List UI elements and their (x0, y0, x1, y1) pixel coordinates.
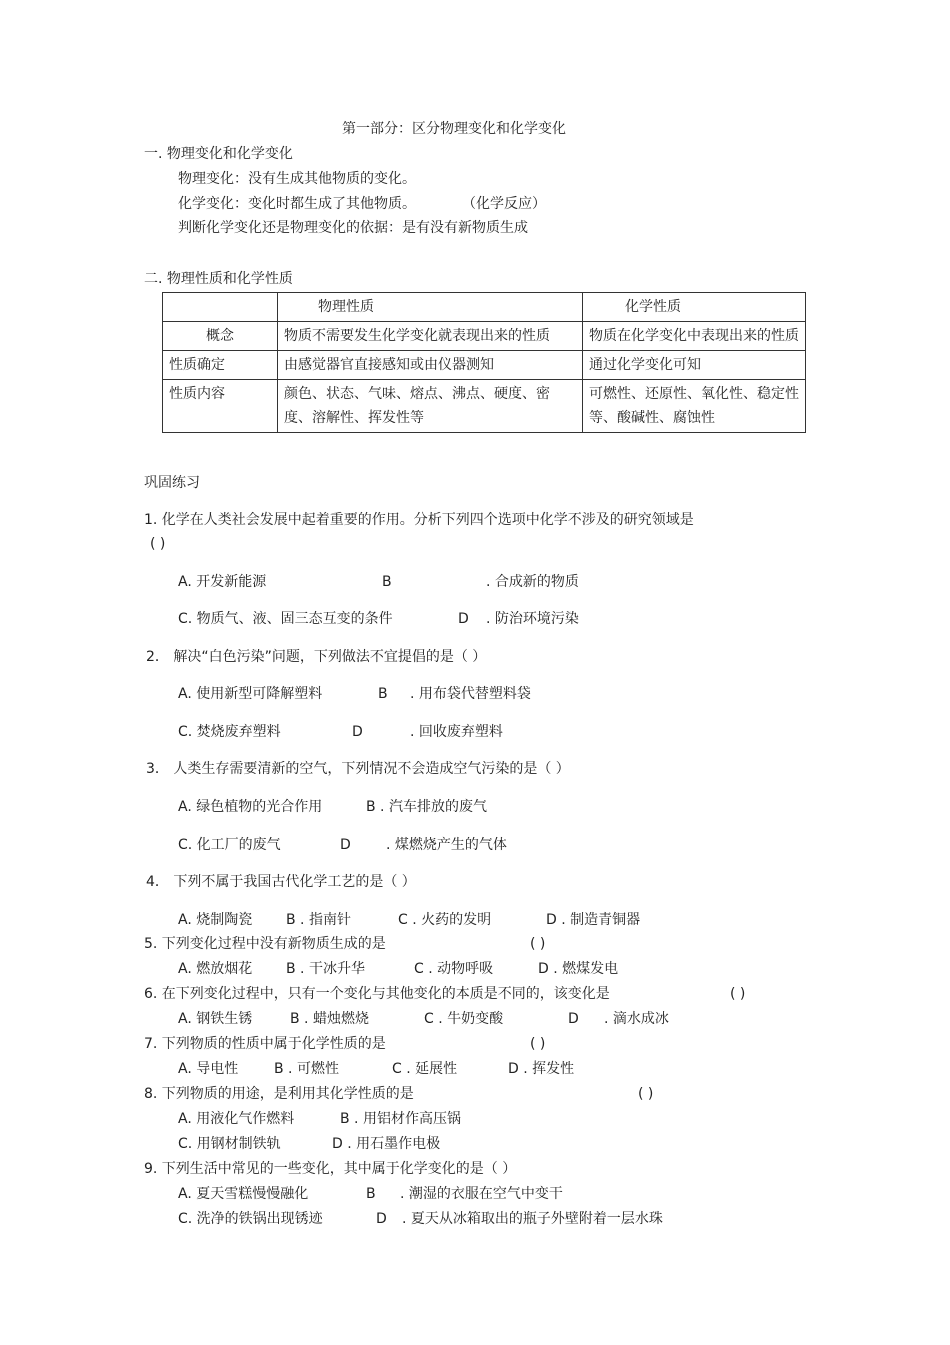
q1-option-c: C. 物质气、液、固三态互变的条件 (178, 611, 393, 627)
q1-option-b-letter: B (382, 574, 392, 590)
q5-option-d: D . 燃煤发电 (538, 961, 619, 977)
q5-option-c: C . 动物呼吸 (414, 961, 494, 977)
chemical-change-definition: 化学变化：变化时都生成了其他物质。 (178, 196, 416, 212)
q8-option-d: D . 用石墨作电极 (332, 1136, 441, 1152)
q9-option-b: . 潮湿的衣服在空气中变干 (400, 1186, 563, 1202)
question-8-answer-paren: ( ) (638, 1086, 654, 1102)
q4-option-d: D . 制造青铜器 (546, 912, 641, 928)
q2-option-b: . 用布袋代替塑料袋 (410, 686, 531, 702)
q3-option-a: A. 绿色植物的光合作用 (178, 799, 323, 815)
q2-option-c: C. 焚烧废弃塑料 (178, 724, 281, 740)
q7-option-d: D . 挥发性 (508, 1061, 575, 1077)
q2-option-d-letter: D (352, 724, 363, 740)
q1-option-d: . 防治环境污染 (486, 611, 579, 627)
q7-option-c: C . 延展性 (392, 1061, 458, 1077)
properties-table (162, 292, 806, 433)
table-row (163, 322, 806, 351)
section1-heading: 一. 物理变化和化学变化 (144, 146, 293, 162)
q8-option-b: B . 用铝材作高压锅 (340, 1111, 461, 1127)
section2-heading: 二. 物理性质和化学性质 (144, 271, 293, 287)
q3-option-d: . 煤燃烧产生的气体 (386, 837, 507, 853)
question-3-stem: 3． 人类生存需要清新的空气，下列情况不会造成空气污染的是（ ） (146, 761, 570, 777)
question-7-stem: 7. 下列物质的性质中属于化学性质的是 (144, 1036, 386, 1052)
q3-option-d-letter: D (340, 837, 351, 853)
q1-option-b: . 合成新的物质 (486, 574, 579, 590)
table-header-cell: 化学性质 (583, 293, 806, 322)
question-7-answer-paren: ( ) (530, 1036, 546, 1052)
question-9-stem: 9. 下列生活中常见的一些变化，其中属于化学变化的是（ ） (144, 1161, 517, 1177)
q3-option-b: B . 汽车排放的废气 (366, 799, 487, 815)
q9-option-a: A. 夏天雪糕慢慢融化 (178, 1186, 309, 1202)
q6-option-c: C . 牛奶变酸 (424, 1011, 504, 1027)
table-header-row (163, 293, 806, 322)
q4-option-c: C . 火药的发明 (398, 912, 492, 928)
q7-option-a: A. 导电性 (178, 1061, 239, 1077)
q9-option-c: C. 洗净的铁锅出现锈迹 (178, 1211, 323, 1227)
practice-heading: 巩固练习 (144, 475, 200, 491)
table-cell: 物质在化学变化中表现出来的性质 (583, 322, 806, 351)
table-header-cell: 物理性质 (278, 293, 583, 322)
table-cell: 颜色、状态、气味、熔点、沸点、硬度、密度、溶解性、挥发性等 (278, 380, 583, 433)
q2-option-a: A. 使用新型可降解塑料 (178, 686, 323, 702)
q5-option-b: B . 干冰升华 (286, 961, 365, 977)
q7-option-b: B . 可燃性 (274, 1061, 339, 1077)
question-6-stem: 6. 在下列变化过程中，只有一个变化与其他变化的本质是不同的，该变化是 (144, 986, 610, 1002)
q6-option-d: . 滴水成冰 (604, 1011, 669, 1027)
table-cell: 由感觉器官直接感知或由仪器测知 (278, 351, 583, 380)
question-1-answer-paren: ( ) (150, 536, 166, 552)
q1-option-d-letter: D (458, 611, 469, 627)
table-cell: 可燃性、还原性、氧化性、稳定性等、酸碱性、腐蚀性 (583, 380, 806, 433)
table-cell: 通过化学变化可知 (583, 351, 806, 380)
q8-option-c: C. 用钢材制铁轨 (178, 1136, 281, 1152)
q9-option-d: . 夏天从冰箱取出的瓶子外壁附着一层水珠 (402, 1211, 663, 1227)
table-row (163, 380, 806, 433)
chemical-reaction-note: （化学反应） (462, 196, 546, 212)
q8-option-a: A. 用液化气作燃料 (178, 1111, 295, 1127)
page-title: 第一部分：区分物理变化和化学变化 (342, 121, 566, 137)
question-8-stem: 8. 下列物质的用途，是利用其化学性质的是 (144, 1086, 414, 1102)
q2-option-b-letter: B (378, 686, 388, 702)
question-5-stem: 5. 下列变化过程中没有新物质生成的是 (144, 936, 386, 952)
q6-option-b: B . 蜡烛燃烧 (290, 1011, 369, 1027)
question-6-answer-paren: ( ) (730, 986, 746, 1002)
physical-change-definition: 物理变化：没有生成其他物质的变化。 (178, 171, 416, 187)
q4-option-b: B . 指南针 (286, 912, 351, 928)
q1-option-a: A. 开发新能源 (178, 574, 267, 590)
question-2-stem: 2． 解决“白色污染”问题，下列做法不宜提倡的是（ ） (146, 649, 487, 665)
question-1-stem: 1. 化学在人类社会发展中起着重要的作用。分析下列四个选项中化学不涉及的研究领域是 (144, 512, 694, 528)
q3-option-c: C. 化工厂的废气 (178, 837, 281, 853)
q4-option-a: A. 烧制陶瓷 (178, 912, 253, 928)
table-row (163, 351, 806, 380)
question-5-answer-paren: ( ) (530, 936, 546, 952)
q6-option-a: A. 钢铁生锈 (178, 1011, 253, 1027)
q9-option-d-letter: D (376, 1211, 387, 1227)
table-cell: 概念 (163, 322, 278, 351)
judgement-basis: 判断化学变化还是物理变化的依据：是有没有新物质生成 (178, 220, 528, 236)
table-cell: 性质内容 (163, 380, 278, 433)
table-cell: 物质不需要发生化学变化就表现出来的性质 (278, 322, 583, 351)
q5-option-a: A. 燃放烟花 (178, 961, 253, 977)
table-header-cell (163, 293, 278, 322)
table-cell: 性质确定 (163, 351, 278, 380)
q2-option-d: . 回收废弃塑料 (410, 724, 503, 740)
question-4-stem: 4． 下列不属于我国古代化学工艺的是（ ） (146, 874, 416, 890)
q6-option-d-letter: D (568, 1011, 579, 1027)
q9-option-b-letter: B (366, 1186, 376, 1202)
